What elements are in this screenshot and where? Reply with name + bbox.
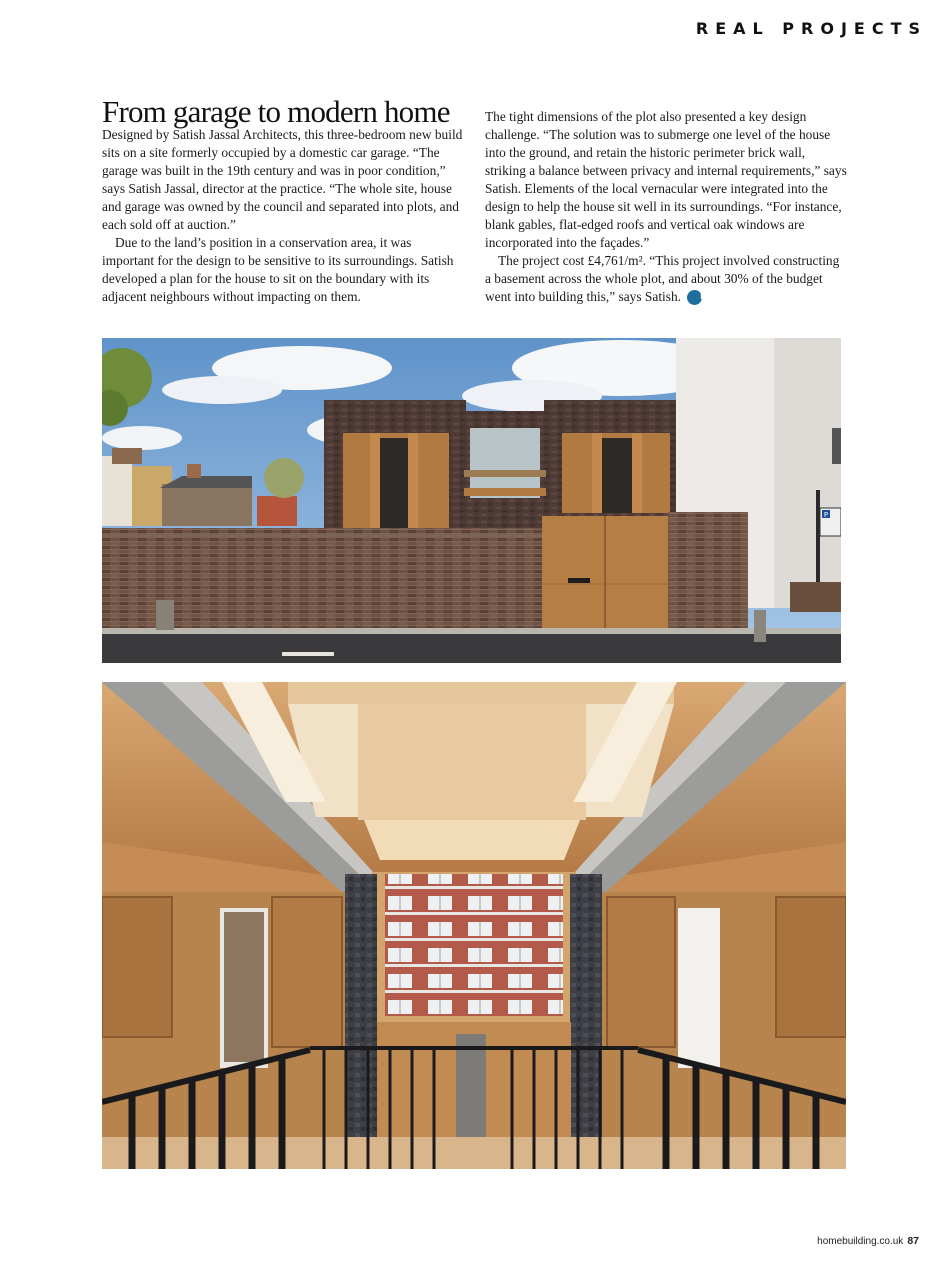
interior-photo-image — [102, 682, 846, 1169]
right-paragraph-1: The tight dimensions of the plot also presented a key design challenge. “The solution was to submerge one level of the house into the ground, and retain the historic perimeter brick wall, striking a balance between privacy and internal requirements,” says Satish. Elements of the local vernacular were integrated into the design to help the house sit well in its surroundings. “For instance, blank gables, flat-edged roofs and vertical oak windows are incorporated into the façades.” — [485, 109, 847, 250]
parking-sign-letter: P — [823, 511, 829, 519]
right-paragraph-2 — [485, 252, 847, 306]
section-label: REAL PROJECTS — [695, 19, 927, 38]
exterior-photo-image — [102, 338, 841, 663]
page-footer — [817, 1235, 919, 1247]
footer-site: homebuilding.co.uk — [817, 1236, 904, 1247]
article-title: From garage to modern home — [102, 94, 450, 129]
page-number: 87 — [907, 1235, 919, 1247]
exterior-photo — [102, 338, 841, 663]
right-paragraph-2-text: The project cost £4,761/m². “This project involved constructing a basement across the whole plot, and about 30% of the budget went into building this,” says Satish. — [485, 253, 840, 304]
article-column-right — [485, 108, 847, 306]
article-column-left — [102, 126, 464, 306]
left-paragraph-1: Designed by Satish Jassal Architects, this three-bedroom new build sits on a site formerly occupied by a domestic car garage. “The garage was built in the 19th century and was in poor condition,” says Satish Jassal, director at the practice. “The whole site, house and garage was owned by the council and separated into plots, and each sold off at auction.” — [102, 127, 463, 232]
end-mark-icon: H — [687, 290, 702, 305]
interior-photo — [102, 682, 846, 1169]
left-paragraph-2: Due to the land’s position in a conservation area, it was important for the design to be sensitive to its surroundings. Satish developed a plan for the house to sit on the boundary with its adjacent neighbours without impacting on them. — [102, 235, 454, 304]
